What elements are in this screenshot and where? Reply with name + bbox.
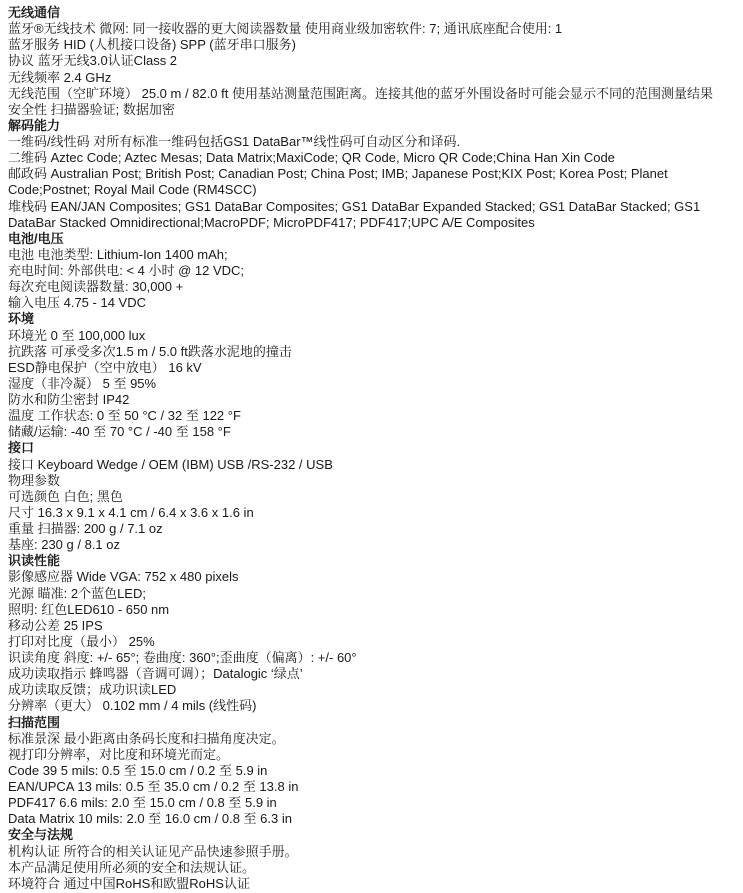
spec-line-interface-0: 接口 Keyboard Wedge / OEM (IBM) USB /RS-232 / USB	[8, 456, 333, 472]
spec-line-safety-regulatory-1: 本产品满足使用所必须的安全和法规认证。	[8, 859, 256, 875]
spec-line-decoding-capability-0: 一维码/线性码 对所有标准一维码包括GS1 DataBar™线性码可自动区分和译码.	[8, 134, 461, 149]
spec-line-scan-range-3: EAN/UPCA 13 mils: 0.5 至 35.0 cm / 0.2 至 13.8 in	[8, 779, 299, 794]
spec-line-decoding-capability-3: Code;Postnet; Royal Mail Code (RM4SCC)	[8, 182, 257, 198]
spec-line-environment-5: 温度 工作状态: 0 至 50 °C / 32 至 122 °F	[8, 408, 241, 424]
spec-line-environment-3: 湿度（非冷凝） 5 至 95%	[8, 375, 157, 391]
spec-line-decoding-capability-5: DataBar Stacked Omnidirectional;MacroPDF; MicroPDF417; PDF417;UPC A/E Composites	[8, 214, 535, 230]
spec-line-reading-performance-1: 光源 瞄准: 2个蓝色LED;	[8, 585, 146, 601]
spec-line-wireless-communication-2: 协议 蓝牙无线3.0认证Class 2	[8, 53, 178, 69]
spec-line-wireless-communication-1: 蓝牙服务 HID (人机接口设备) SPP (蓝牙串口服务)	[8, 37, 296, 53]
spec-line-environment-0: 环境光 0 至 100,000 lux	[8, 327, 146, 343]
spec-line-reading-performance-7: 成功读取反馈；成功识读LED	[8, 682, 177, 698]
spec-line-interface-5: 基座: 230 g / 8.1 oz	[8, 537, 121, 553]
spec-line-environment-6: 储藏/运输: -40 至 70 °C / -40 至 158 °F	[8, 424, 231, 440]
section-heading-scan-range: 扫描范围	[8, 714, 61, 730]
spec-line-wireless-communication-4: 无线范围（空旷环境） 25.0 m / 82.0 ft 使用基站测量范围距离。连接其他的蓝牙外围设备时可能会显示不同的范围测量结果	[8, 85, 713, 101]
section-heading-interface: 接口	[8, 440, 35, 456]
spec-line-reading-performance-8: 分辨率（更大） 0.102 mm / 4 mils (线性码)	[8, 698, 257, 714]
spec-line-safety-regulatory-0: 机构认证 所符合的相关认证见产品快速参照手册。	[8, 843, 298, 859]
spec-line-reading-performance-2: 照明: 红色LED610 - 650 nm	[8, 601, 170, 617]
spec-line-reading-performance-5: 识读角度 斜度: +/- 65°; 卷曲度: 360°;歪曲度（偏离）: +/- 60°	[8, 650, 357, 665]
spec-line-wireless-communication-0: 蓝牙®无线技术 微网: 同一接收器的更大阅读器数量 使用商业级加密软件: 7; 通讯底座配合使用: 1	[8, 21, 563, 37]
spec-line-battery-voltage-3: 输入电压 4.75 - 14 VDC	[8, 295, 146, 311]
spec-line-interface-4: 重量 扫描器: 200 g / 7.1 oz	[8, 521, 163, 536]
spec-line-decoding-capability-4: 堆栈码 EAN/JAN Composites; GS1 DataBar Composites; GS1 DataBar Expanded Stacked; GS1 DataBar Stacked; GS1	[8, 198, 701, 214]
spec-line-battery-voltage-1: 充电时间: 外部供电: < 4 小时 @ 12 VDC;	[8, 263, 245, 278]
spec-line-scan-range-0: 标准景深 最小距离由条码长度和扫描角度决定。	[8, 730, 285, 746]
spec-line-reading-performance-4: 打印对比度（最小） 25%	[8, 633, 155, 649]
spec-line-scan-range-1: 视打印分辨率，对比度和环境光而定。	[8, 746, 230, 762]
spec-line-interface-3: 尺寸 16.3 x 9.1 x 4.1 cm / 6.4 x 3.6 x 1.6 in	[8, 504, 254, 520]
section-heading-reading-performance: 识读性能	[8, 553, 61, 569]
spec-line-reading-performance-6: 成功读取指示 蜂鸣器（音调可调）；Datalogic ‘绿点’	[8, 666, 303, 682]
spec-line-scan-range-4: PDF417 6.6 mils: 2.0 至 15.0 cm / 0.8 至 5.9 in	[8, 795, 277, 811]
section-heading-decoding-capability: 解码能力	[8, 117, 61, 133]
spec-line-battery-voltage-0: 电池 电池类型: Lithium-Ion 1400 mAh;	[8, 246, 228, 262]
section-heading-battery-voltage: 电池/电压	[8, 230, 64, 246]
spec-line-interface-1: 物理参数	[8, 472, 61, 488]
spec-line-environment-4: 防水和防尘密封 IP42	[8, 392, 130, 407]
spec-line-reading-performance-0: 影像感应器 Wide VGA: 752 x 480 pixels	[8, 569, 239, 585]
spec-line-wireless-communication-5: 安全性 扫描器验证; 数据加密	[8, 101, 175, 117]
spec-line-decoding-capability-2: 邮政码 Australian Post; British Post; Canadian Post; China Post; IMB; Japanese Post;KIX Post; Korea Post; Planet	[8, 166, 668, 182]
spec-line-interface-2: 可选颜色 白色; 黑色	[8, 488, 123, 504]
spec-line-scan-range-2: Code 39 5 mils: 0.5 至 15.0 cm / 0.2 至 5.9 in	[8, 762, 268, 778]
section-heading-wireless-communication: 无线通信	[8, 5, 61, 20]
spec-line-environment-1: 抗跌落 可承受多次1.5 m / 5.0 ft跌落水泥地的撞击	[8, 343, 292, 359]
spec-line-reading-performance-3: 移动公差 25 IPS	[8, 617, 103, 633]
spec-line-wireless-communication-3: 无线频率 2.4 GHz	[8, 69, 112, 85]
section-heading-environment: 环境	[8, 311, 35, 327]
spec-line-battery-voltage-2: 每次充电阅读器数量: 30,000 +	[8, 279, 184, 295]
spec-line-decoding-capability-1: 二维码 Aztec Code; Aztec Mesas; Data Matrix;MaxiCode; QR Code, Micro QR Code;China Han Xin Code	[8, 150, 615, 166]
spec-line-environment-2: ESD静电保护（空中放电） 16 kV	[8, 359, 202, 375]
spec-line-scan-range-5: Data Matrix 10 mils: 2.0 至 16.0 cm / 0.8 至 6.3 in	[8, 811, 292, 827]
section-heading-safety-regulatory: 安全与法规	[8, 827, 74, 843]
spec-line-safety-regulatory-2: 环境符合 通过中国RoHS和欧盟RoHS认证	[8, 875, 250, 891]
